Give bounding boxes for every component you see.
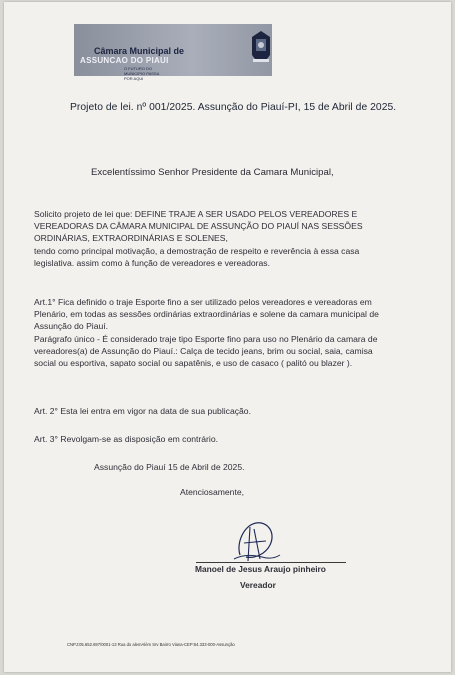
salutation: Excelentíssimo Senhor Presidente da Camara Municipal, <box>91 167 334 178</box>
footer-address: CNPJ:05.652.697/0001-13 Rua do alemAlém Srv Bairro Viana-CEP:64.333-000-Assunção <box>67 642 235 647</box>
article-1-line: social ou esportiva, sapato social ou sapatênis, e uso de casaco ( palitó ou blazer ). <box>34 358 353 369</box>
intro-line: tendo como principal motivação, a demostração de respeito e reverência à essa casa <box>34 245 360 256</box>
letterhead-org-name: Câmara Municipal de <box>94 46 185 56</box>
intro-line: legislativa. assim como à função de vereadores e vereadoras. <box>34 257 270 268</box>
article-1-line: Art.1° Fica definido o traje Esporte fino a ser utilizado pelos vereadores e vereadoras em <box>34 297 372 307</box>
article-1-line: vereadores(a) de Assunção do Piauí.: Calça de tecido jeans, brim ou social, saia, camisa <box>34 345 373 356</box>
article-1-line: Plenário, em todas as sessões ordinárias extraordinárias e solene da camara municipal de <box>34 309 379 320</box>
intro-line: Solicito projeto de lei que: DEFINE TRAJE A SER USADO PELOS VEREADORES E <box>34 209 358 219</box>
intro-line: VEREADORAS DA CÂMARA MUNICIPAL DE ASSUNÇÃO DO PIAUÍ NAS SESSÕES <box>34 221 363 232</box>
letterhead-tagline: O FUTURO DO MUNICIPIO PASSA POR AQUI <box>124 66 160 81</box>
signer-name: Manoel de Jesus Araujo pinheiro <box>195 564 326 574</box>
handwritten-signature <box>226 515 286 567</box>
date-line: Assunção do Piauí 15 de Abril de 2025. <box>94 462 245 472</box>
signer-role: Vereador <box>240 580 276 590</box>
intro-paragraph <box>34 208 429 269</box>
article-1 <box>34 296 429 369</box>
article-1-line: Parágrafo único - É considerado traje tipo Esporte fino para uso no Plenário da camara de <box>34 333 378 344</box>
document-page <box>4 2 451 672</box>
article-2: Art. 2° Esta lei entra em vigor na data de sua publicação. <box>34 406 251 416</box>
intro-line: ORDINÁRIAS, EXTRAORDINÁRIAS E SOLENES, <box>34 233 228 244</box>
municipal-crest-icon <box>250 29 272 71</box>
signature-line <box>196 562 346 563</box>
article-1-line: Assunção do Piauí. <box>34 321 109 332</box>
article-3: Art. 3° Revolgam-se as disposição em contrário. <box>34 434 218 444</box>
bill-title-line: Projeto de lei. nº 001/2025. Assunção do Piauí-PI, 15 de Abril de 2025. <box>70 102 397 113</box>
letterhead-city-name: ASSUNCAO DO PIAUI <box>80 56 169 65</box>
letterhead-banner <box>74 24 272 81</box>
closing: Atenciosamente, <box>180 487 245 497</box>
